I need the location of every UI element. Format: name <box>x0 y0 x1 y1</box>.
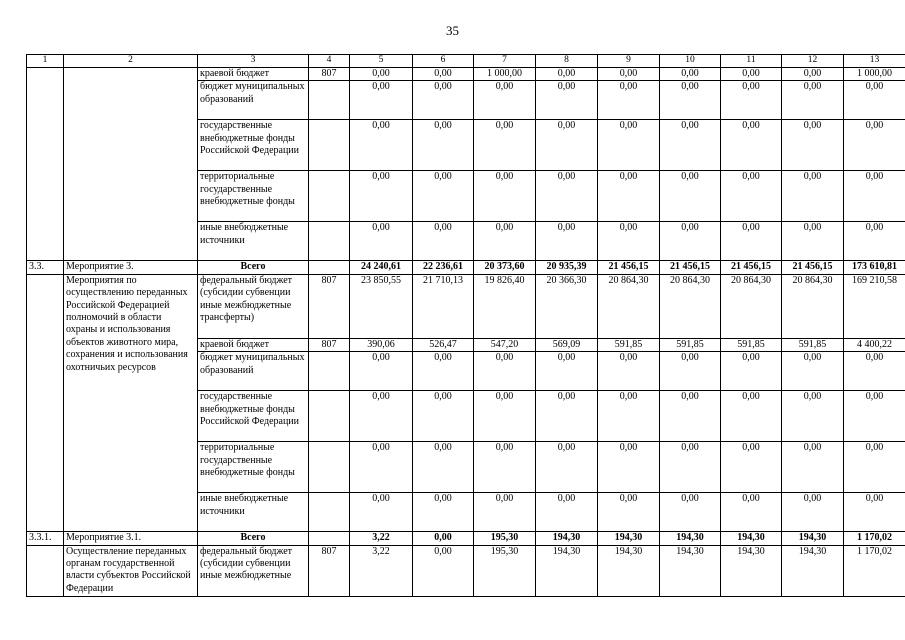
value-cell: 0,00 <box>350 81 413 120</box>
value-cell: 1 170,02 <box>844 532 905 545</box>
value-cell: 0,00 <box>350 68 413 81</box>
code-cell <box>309 391 350 442</box>
funding-source: федеральный бюджет (субсидии субвенции иные межбюджетные <box>198 545 309 596</box>
funding-source: краевой бюджет <box>198 338 309 351</box>
value-cell: 0,00 <box>721 493 782 532</box>
value-cell: 591,85 <box>660 338 721 351</box>
value-cell: 194,30 <box>598 545 660 596</box>
value-cell: 0,00 <box>782 352 844 391</box>
value-cell: 194,30 <box>598 532 660 545</box>
value-cell: 0,00 <box>536 120 598 171</box>
value-cell: 0,00 <box>782 222 844 261</box>
value-cell: 194,30 <box>782 532 844 545</box>
item-number-cell <box>27 274 64 531</box>
value-cell: 0,00 <box>660 171 721 222</box>
column-number: 3 <box>198 55 309 68</box>
value-cell: 526,47 <box>413 338 474 351</box>
code-cell <box>309 261 350 274</box>
item-title: Мероприятие 3.1. <box>64 532 198 545</box>
value-cell: 0,00 <box>474 442 536 493</box>
value-cell: 569,09 <box>536 338 598 351</box>
value-cell: 0,00 <box>536 81 598 120</box>
value-cell: 20 864,30 <box>598 274 660 338</box>
value-cell: 0,00 <box>721 171 782 222</box>
column-number: 10 <box>660 55 721 68</box>
value-cell: 591,85 <box>598 338 660 351</box>
code-cell: 807 <box>309 545 350 596</box>
value-cell: 0,00 <box>474 222 536 261</box>
value-cell: 0,00 <box>536 442 598 493</box>
column-number: 4 <box>309 55 350 68</box>
value-cell: 0,00 <box>413 222 474 261</box>
value-cell: 20 864,30 <box>782 274 844 338</box>
value-cell: 0,00 <box>350 352 413 391</box>
value-cell: 0,00 <box>721 222 782 261</box>
code-cell: 807 <box>309 68 350 81</box>
value-cell: 0,00 <box>474 81 536 120</box>
value-cell: 0,00 <box>782 81 844 120</box>
value-cell: 0,00 <box>782 391 844 442</box>
funding-source: федеральный бюджет (субсидии субвенции иные межбюджетные трансферты) <box>198 274 309 338</box>
column-number: 1 <box>27 55 64 68</box>
value-cell: 0,00 <box>350 171 413 222</box>
code-cell: 807 <box>309 274 350 338</box>
funding-source: краевой бюджет <box>198 68 309 81</box>
value-cell: 0,00 <box>474 171 536 222</box>
value-cell: 0,00 <box>660 68 721 81</box>
column-number: 5 <box>350 55 413 68</box>
value-cell: 0,00 <box>413 391 474 442</box>
value-cell: 0,00 <box>598 352 660 391</box>
value-cell: 194,30 <box>721 532 782 545</box>
value-cell: 23 850,55 <box>350 274 413 338</box>
value-cell: 0,00 <box>598 391 660 442</box>
value-cell: 0,00 <box>413 120 474 171</box>
funding-source: Всего <box>198 532 309 545</box>
funding-source: государственные внебюджетные фонды Российской Федерации <box>198 120 309 171</box>
value-cell: 0,00 <box>782 171 844 222</box>
value-cell: 0,00 <box>844 493 905 532</box>
value-cell: 0,00 <box>413 442 474 493</box>
funding-source: территориальные государственные внебюджетные фонды <box>198 442 309 493</box>
page-number: 35 <box>446 23 459 38</box>
item-description-cell <box>64 68 198 261</box>
value-cell: 0,00 <box>536 493 598 532</box>
value-cell: 0,00 <box>844 442 905 493</box>
value-cell: 0,00 <box>660 442 721 493</box>
value-cell: 21 710,13 <box>413 274 474 338</box>
value-cell: 195,30 <box>474 532 536 545</box>
value-cell: 21 456,15 <box>721 261 782 274</box>
value-cell: 22 236,61 <box>413 261 474 274</box>
value-cell: 0,00 <box>660 222 721 261</box>
value-cell: 20 366,30 <box>536 274 598 338</box>
value-cell: 0,00 <box>660 391 721 442</box>
value-cell: 0,00 <box>844 222 905 261</box>
value-cell: 0,00 <box>598 171 660 222</box>
value-cell: 0,00 <box>782 120 844 171</box>
column-number: 9 <box>598 55 660 68</box>
column-number: 7 <box>474 55 536 68</box>
code-cell <box>309 120 350 171</box>
item-title: Мероприятие 3. <box>64 261 198 274</box>
item-number-cell <box>27 68 64 261</box>
value-cell: 0,00 <box>660 81 721 120</box>
code-cell <box>309 352 350 391</box>
value-cell: 194,30 <box>660 532 721 545</box>
value-cell: 20 864,30 <box>660 274 721 338</box>
value-cell: 0,00 <box>721 391 782 442</box>
value-cell: 3,22 <box>350 545 413 596</box>
funding-source: иные внебюджетные источники <box>198 493 309 532</box>
table-row <box>27 532 905 545</box>
value-cell: 0,00 <box>721 68 782 81</box>
value-cell: 1 000,00 <box>844 68 905 81</box>
value-cell: 1 170,02 <box>844 545 905 596</box>
value-cell: 0,00 <box>536 68 598 81</box>
value-cell: 0,00 <box>721 81 782 120</box>
funding-source: территориальные государственные внебюджетные фонды <box>198 171 309 222</box>
value-cell: 0,00 <box>413 493 474 532</box>
code-cell <box>309 442 350 493</box>
item-number: 3.3.1. <box>27 532 64 545</box>
value-cell: 0,00 <box>413 68 474 81</box>
value-cell: 24 240,61 <box>350 261 413 274</box>
funding-source: бюджет муниципальных образований <box>198 81 309 120</box>
value-cell: 173 610,81 <box>844 261 905 274</box>
value-cell: 0,00 <box>474 352 536 391</box>
code-cell <box>309 171 350 222</box>
value-cell: 0,00 <box>844 171 905 222</box>
value-cell: 20 373,60 <box>474 261 536 274</box>
value-cell: 390,06 <box>350 338 413 351</box>
value-cell: 0,00 <box>350 120 413 171</box>
table-row <box>27 261 905 274</box>
value-cell: 194,30 <box>536 532 598 545</box>
value-cell: 21 456,15 <box>782 261 844 274</box>
funding-source: Всего <box>198 261 309 274</box>
value-cell: 0,00 <box>721 352 782 391</box>
value-cell: 0,00 <box>660 120 721 171</box>
item-number-cell <box>27 545 64 596</box>
code-cell <box>309 81 350 120</box>
value-cell: 0,00 <box>413 352 474 391</box>
table-row <box>27 545 905 596</box>
value-cell: 194,30 <box>721 545 782 596</box>
value-cell: 19 826,40 <box>474 274 536 338</box>
value-cell: 4 400,22 <box>844 338 905 351</box>
table-row <box>27 68 905 81</box>
value-cell: 194,30 <box>536 545 598 596</box>
value-cell: 0,00 <box>350 442 413 493</box>
value-cell: 0,00 <box>782 442 844 493</box>
funding-source: иные внебюджетные источники <box>198 222 309 261</box>
table-row <box>27 274 905 338</box>
column-number: 2 <box>64 55 198 68</box>
value-cell: 1 000,00 <box>474 68 536 81</box>
code-cell: 807 <box>309 338 350 351</box>
value-cell: 0,00 <box>598 222 660 261</box>
value-cell: 0,00 <box>660 493 721 532</box>
value-cell: 0,00 <box>474 120 536 171</box>
value-cell: 0,00 <box>474 391 536 442</box>
value-cell: 591,85 <box>721 338 782 351</box>
code-cell <box>309 222 350 261</box>
value-cell: 0,00 <box>598 81 660 120</box>
budget-table <box>26 54 905 597</box>
value-cell: 0,00 <box>782 493 844 532</box>
column-number: 11 <box>721 55 782 68</box>
item-description: Осуществление переданных органам государственной власти субъектов Российской Федерации <box>64 545 198 596</box>
column-number: 6 <box>413 55 474 68</box>
value-cell: 21 456,15 <box>598 261 660 274</box>
value-cell: 0,00 <box>536 222 598 261</box>
value-cell: 20 935,39 <box>536 261 598 274</box>
item-number: 3.3. <box>27 261 64 274</box>
code-cell <box>309 493 350 532</box>
value-cell: 591,85 <box>782 338 844 351</box>
value-cell: 0,00 <box>350 222 413 261</box>
column-number: 8 <box>536 55 598 68</box>
value-cell: 194,30 <box>782 545 844 596</box>
code-cell <box>309 532 350 545</box>
item-description: Мероприятия по осуществлению переданных Российской Федерацией полномочий в области охраны и использования объектов животного мира, сохранения и использования охотничьих ресурсов <box>64 274 198 531</box>
value-cell: 0,00 <box>536 391 598 442</box>
value-cell: 0,00 <box>844 120 905 171</box>
value-cell: 0,00 <box>413 171 474 222</box>
funding-source: бюджет муниципальных образований <box>198 352 309 391</box>
value-cell: 0,00 <box>413 81 474 120</box>
value-cell: 0,00 <box>598 442 660 493</box>
funding-source: государственные внебюджетные фонды Российской Федерации <box>198 391 309 442</box>
value-cell: 0,00 <box>474 493 536 532</box>
value-cell: 195,30 <box>474 545 536 596</box>
value-cell: 0,00 <box>844 81 905 120</box>
value-cell: 3,22 <box>350 532 413 545</box>
column-number: 13 <box>844 55 905 68</box>
value-cell: 0,00 <box>598 120 660 171</box>
value-cell: 547,20 <box>474 338 536 351</box>
value-cell: 0,00 <box>721 120 782 171</box>
column-number: 12 <box>782 55 844 68</box>
value-cell: 0,00 <box>782 68 844 81</box>
value-cell: 21 456,15 <box>660 261 721 274</box>
value-cell: 0,00 <box>413 545 474 596</box>
value-cell: 0,00 <box>536 352 598 391</box>
value-cell: 0,00 <box>350 391 413 442</box>
value-cell: 0,00 <box>598 68 660 81</box>
column-number-row <box>27 55 905 68</box>
value-cell: 0,00 <box>350 493 413 532</box>
value-cell: 0,00 <box>660 352 721 391</box>
value-cell: 0,00 <box>844 391 905 442</box>
value-cell: 0,00 <box>413 532 474 545</box>
value-cell: 20 864,30 <box>721 274 782 338</box>
value-cell: 0,00 <box>844 352 905 391</box>
value-cell: 194,30 <box>660 545 721 596</box>
value-cell: 0,00 <box>536 171 598 222</box>
value-cell: 0,00 <box>721 442 782 493</box>
value-cell: 0,00 <box>598 493 660 532</box>
value-cell: 169 210,58 <box>844 274 905 338</box>
